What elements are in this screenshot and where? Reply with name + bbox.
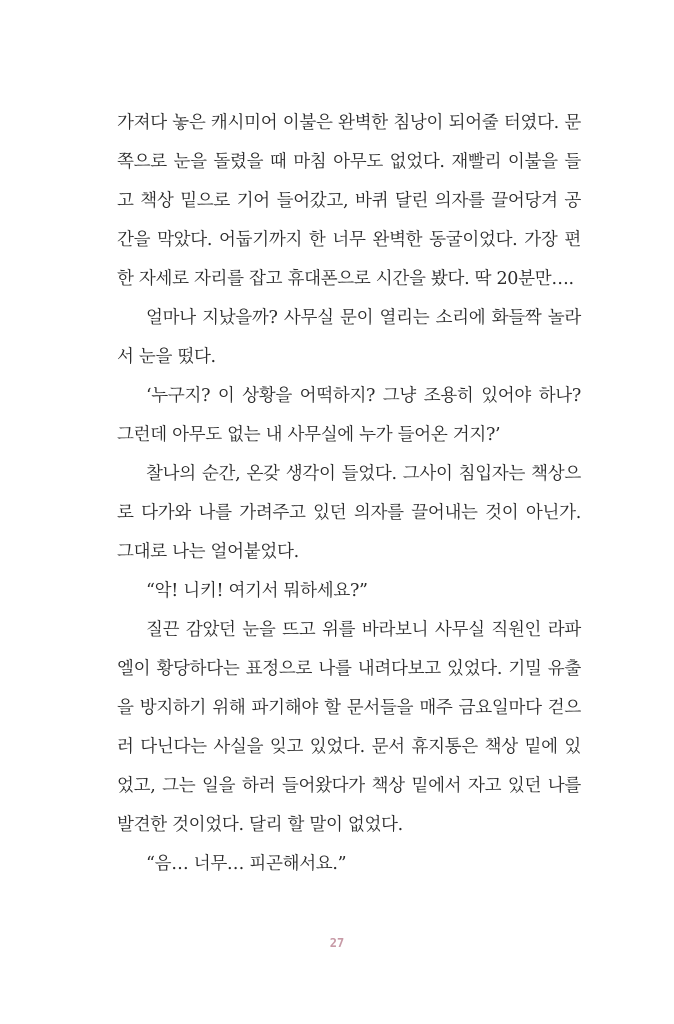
text-line: ‘누구지? 이 상황을 어떡하지? 그냥 조용히 있어야 하나? [146,386,581,406]
text-line: 질끈 감았던 눈을 뜨고 위를 바라보니 사무실 직원인 라파 [146,620,581,640]
text-line: 찰나의 순간, 온갖 생각이 들었다. 그사이 침입자는 책상으 [146,464,581,484]
text-line: 서 눈을 떴다. [117,347,216,367]
text-line: 그대로 나는 얼어붙었다. [117,542,299,562]
text-line: 간을 막았다. 어둡기까지 한 너무 완벽한 동굴이었다. 가장 편 [117,230,581,250]
text-line: 그런데 아무도 없는 내 사무실에 누가 들어온 거지?’ [117,425,501,445]
text-line: “음… 너무… 피곤해서요.” [146,854,347,874]
text-line: 러 다닌다는 사실을 잊고 있었다. 문서 휴지통은 책상 밑에 있 [117,737,581,757]
text-line: 엘이 황당하다는 표정으로 나를 내려다보고 있었다. 기밀 유출 [117,659,581,679]
text-line: 쪽으로 눈을 돌렸을 때 마침 아무도 없었다. 재빨리 이불을 들 [117,152,581,172]
text-line: 한 자세로 자리를 잡고 휴대폰으로 시간을 봤다. 딱 20분만…. [117,269,574,289]
text-line: 을 방지하기 위해 파기해야 할 문서들을 매주 금요일마다 걷으 [117,698,581,718]
text-line: 가져다 놓은 캐시미어 이불은 완벽한 침낭이 되어줄 터였다. 문 [117,113,581,133]
body-text [117,104,581,884]
text-line: “악! 니키! 여기서 뭐하세요?” [146,581,368,601]
text-line: 얼마나 지났을까? 사무실 문이 열리는 소리에 화들짝 놀라 [146,308,581,328]
text-line: 로 다가와 나를 가려주고 있던 의자를 끌어내는 것이 아닌가. [117,503,581,523]
text-line: 고 책상 밑으로 기어 들어갔고, 바퀴 달린 의자를 끌어당겨 공 [117,191,581,211]
text-line: 발견한 것이었다. 달리 할 말이 없었다. [117,815,403,835]
text-line: 었고, 그는 일을 하러 들어왔다가 책상 밑에서 자고 있던 나를 [117,776,581,796]
page-number: 27 [329,936,345,950]
